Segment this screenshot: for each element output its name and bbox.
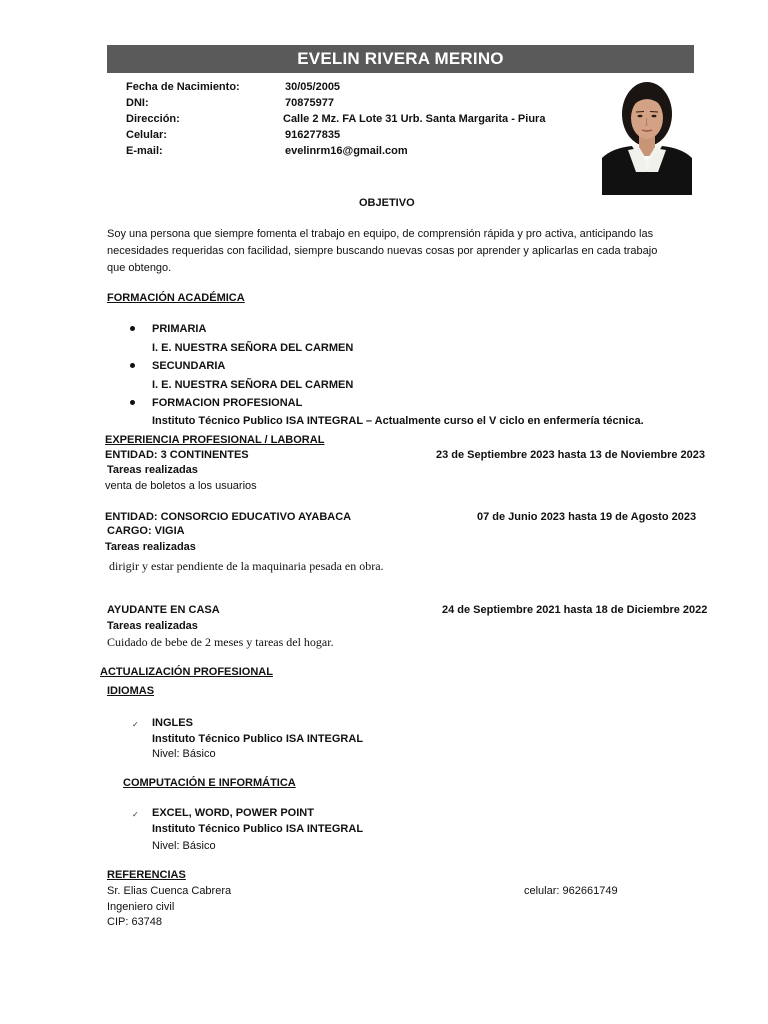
birth-label: Fecha de Nacimiento: — [126, 81, 240, 93]
reference-cip: CIP: 63748 — [107, 916, 163, 928]
experience-heading: EXPERIENCIA PROFESIONAL / LABORAL — [105, 434, 325, 446]
education-school: I. E. NUESTRA SEÑORA DEL CARMEN — [152, 342, 354, 354]
job-tasks: dirigir y estar pendiente de la maquinaria pesada en obra. — [109, 559, 384, 573]
profile-photo — [602, 76, 692, 195]
job-dates: 07 de Junio 2023 hasta 19 de Agosto 2023 — [477, 511, 697, 523]
education-school: Instituto Técnico Publico ISA INTEGRAL – Actualmente curso el V ciclo en enfermería técnica. — [152, 415, 644, 427]
job-dates: 24 de Septiembre 2021 hasta 18 de Diciembre 2022 — [442, 604, 708, 616]
computing-institute: Instituto Técnico Publico ISA INTEGRAL — [152, 823, 364, 835]
education-heading: FORMACIÓN ACADÉMICA — [107, 292, 245, 304]
computing-level: Nivel: Básico — [152, 840, 216, 852]
education-level: FORMACION PROFESIONAL — [152, 397, 303, 409]
job-tasks-label: Tareas realizadas — [105, 541, 196, 553]
objective-text: Soy una persona que siempre fomenta el trabajo en equipo, de comprensión rápida y pro activa, anticipando las necesidades requeridas con facilidad, siempre buscando nuevas cosas por aprender y aplicarlas en cada trabajo que obtengo. — [107, 228, 658, 274]
email-label: E-mail: — [126, 145, 163, 157]
dni-label: DNI: — [126, 97, 149, 109]
language-name: INGLES — [152, 717, 193, 729]
person-portrait-icon — [602, 76, 692, 195]
computing-heading: COMPUTACIÓN E INFORMÁTICA — [123, 777, 296, 789]
education-level: PRIMARIA — [152, 323, 207, 335]
language-level: Nivel: Básico — [152, 748, 216, 760]
bullet-icon — [130, 400, 135, 405]
reference-name: Sr. Elias Cuenca Cabrera — [107, 885, 232, 897]
phone-label: Celular: — [126, 129, 167, 141]
education-school: I. E. NUESTRA SEÑORA DEL CARMEN — [152, 379, 354, 391]
email-value: evelinrm16@gmail.com — [285, 145, 408, 157]
languages-heading: IDIOMAS — [107, 685, 155, 697]
references-heading: REFERENCIAS — [107, 869, 186, 881]
reference-phone: celular: 962661749 — [524, 885, 618, 897]
updates-heading: ACTUALIZACIÓN PROFESIONAL — [100, 666, 273, 678]
objective-heading: OBJETIVO — [359, 197, 415, 209]
bullet-icon — [130, 363, 135, 368]
job-entity: ENTIDAD: 3 CONTINENTES — [105, 449, 249, 461]
name-banner: EVELIN RIVERA MERINO — [107, 45, 694, 73]
education-level: SECUNDARIA — [152, 360, 226, 372]
tick-icon: ✓ — [132, 720, 139, 729]
tick-icon: ✓ — [132, 810, 139, 819]
job-tasks-label: Tareas realizadas — [107, 464, 198, 476]
job-tasks-label: Tareas realizadas — [107, 620, 198, 632]
address-value: Calle 2 Mz. FA Lote 31 Urb. Santa Margarita - Piura — [283, 113, 546, 125]
bullet-icon — [130, 326, 135, 331]
job-tasks: venta de boletos a los usuarios — [105, 480, 257, 492]
birth-value: 30/05/2005 — [285, 81, 341, 93]
computing-name: EXCEL, WORD, POWER POINT — [152, 807, 314, 819]
phone-value: 916277835 — [285, 129, 341, 141]
job-entity: ENTIDAD: CONSORCIO EDUCATIVO AYABACA — [105, 511, 352, 523]
job-role: CARGO: VIGIA — [107, 525, 185, 537]
reference-profession: Ingeniero civil — [107, 901, 175, 913]
job-entity: AYUDANTE EN CASA — [107, 604, 220, 616]
address-label: Dirección: — [126, 113, 180, 125]
job-tasks: Cuidado de bebe de 2 meses y tareas del hogar. — [107, 635, 334, 649]
job-dates: 23 de Septiembre 2023 hasta 13 de Noviembre 2023 — [436, 449, 706, 461]
language-institute: Instituto Técnico Publico ISA INTEGRAL — [152, 733, 364, 745]
dni-value: 70875977 — [285, 97, 334, 109]
